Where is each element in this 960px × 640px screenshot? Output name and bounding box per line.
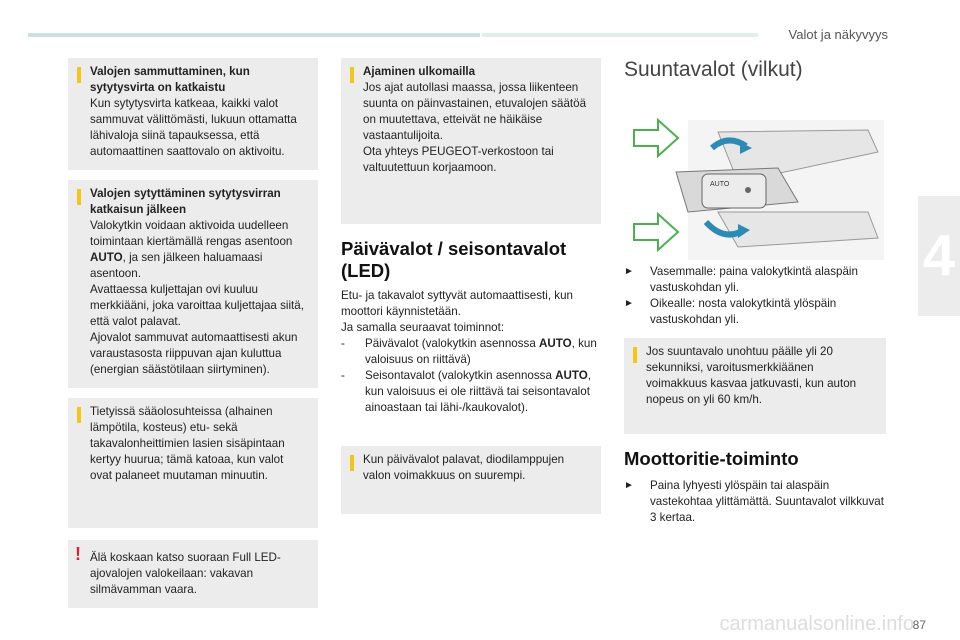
drl-intro: Etu- ja takavalot syttyvät automaattisesti, kun moottori käynnistetään. <box>341 289 573 318</box>
warning-icon: ! <box>75 544 81 564</box>
warning-box-led <box>68 540 318 608</box>
header-rule <box>28 33 480 37</box>
note-title: Valojen sammuttaminen, kun sytytysvirta on katkaistu <box>90 65 250 94</box>
auto-label: AUTO <box>555 369 588 382</box>
note-body: Jos ajat autollasi maassa, jossa liikenteen suunta on päinvastainen, etuvalojen säätöä on muutettava, etteivät ne häikäise vastaantulijoita. <box>363 81 587 142</box>
list-item: ► Paina lyhyesti ylöspäin tai alaspäin vastekohtaa ylittämättä. Suuntavalot vilkkuvat 3 kertaa. <box>624 479 884 524</box>
dash-bullet: - <box>341 369 345 382</box>
note-marker <box>350 455 354 471</box>
stalk-illustration <box>628 112 888 262</box>
indicator-list <box>624 264 886 328</box>
page-number: 87 <box>912 618 926 632</box>
note-box-indicator-warning <box>624 338 886 434</box>
list-item: ► Oikealle: nosta valokytkintä ylöspäin vastuskohdan yli. <box>624 297 837 326</box>
auto-label: AUTO <box>90 251 123 264</box>
section-heading-motorway: Moottoritie-toiminto <box>624 448 799 469</box>
dash-bullet: - <box>341 337 345 350</box>
note-body: Valokytkin voidaan aktivoida uudelleen toimintaan kiertämällä rengas asentoon AUTO, ja sen jälkeen haluamaasi asentoon. <box>90 219 293 280</box>
list-item: - Päivävalot (valokytkin asennossa AUTO, kun valoisuus on riittävä) <box>341 337 597 366</box>
note-body: Ajovalot sammuvat automaattisesti akun varaustasosta riippuvan ajan kuluttua (energian säästötilaan siirtyminen). <box>90 331 298 376</box>
note-marker <box>77 407 81 423</box>
note-body: Kun päivävalot palavat, diodilamppujen valon voimakkuus on suurempi. <box>363 453 565 482</box>
arrow-bullet-icon: ► <box>624 480 634 491</box>
section-heading-indicators: Suuntavalot (vilkut) <box>624 58 803 81</box>
note-body: Tietyissä sääolosuhteissa (alhainen lämpötila, kosteus) etu- sekä takavalonheittimien lasien sisäpintaan kertyy huurua; tämä katoaa, kun valot ovat palaneet muutaman minuutin. <box>90 405 285 482</box>
arrow-down-icon <box>634 214 678 250</box>
note-body: Avattaessa kuljettajan ovi kuuluu merkkiääni, joka varoittaa kuljettajaa siitä, että valot palavat. <box>90 283 304 328</box>
header-rule-light <box>482 33 758 37</box>
chapter-title: Valot ja näkyvyys <box>788 27 888 42</box>
note-box-abroad <box>341 58 601 224</box>
note-marker <box>77 189 81 205</box>
section-heading-drl: Päivävalot / seisontavalot (LED) <box>341 238 567 281</box>
note-body: Ota yhteys PEUGEOT-verkostoon tai valtuutettuun korjaamoon. <box>363 145 554 174</box>
note-title: Valojen sytyttäminen sytytysvirran katkaisun jälkeen <box>90 187 281 216</box>
stalk-icon <box>676 120 884 260</box>
note-box-condensation <box>68 398 318 528</box>
note-marker <box>633 347 637 363</box>
arrow-bullet-icon: ► <box>624 298 634 309</box>
note-box-drl <box>341 446 601 514</box>
drl-intro2: Ja samalla seuraavat toiminnot: <box>341 321 505 334</box>
warning-body: Älä koskaan katso suoraan Full LED-ajovalojen valokeilaan: vakavan silmävamman vaara. <box>90 551 281 596</box>
note-title: Ajaminen ulkomailla <box>363 65 476 78</box>
list-item: - Seisontavalot (valokytkin asennossa AUTO, kun valoisuus ei ole riittävä tai seisontavalot ainoastaan tai lähi-/kaukovalot). <box>341 369 591 414</box>
note-box-lights-off <box>68 58 318 170</box>
note-box-lights-on <box>68 180 318 388</box>
arrow-bullet-icon: ► <box>624 266 634 277</box>
drl-text <box>341 288 603 416</box>
auto-label: AUTO <box>710 181 730 188</box>
note-marker <box>77 67 81 83</box>
note-body: Jos suuntavalo unohtuu päälle yli 20 sekunniksi, varoitusmerkkiäänen voimakkuus kasvaa jatkuvasti, kun auton nopeus on yli 60 km/h. <box>646 345 857 406</box>
list-item: ► Vasemmalle: paina valokytkintä alaspäin vastuskohdan yli. <box>624 265 858 294</box>
note-marker <box>350 67 354 83</box>
note-body: Kun sytytysvirta katkeaa, kaikki valot sammuvat välittömästi, lukuun ottamatta lähivaloja siinä tapauksessa, että automaattinen saattovalo on aktivoitu. <box>90 97 297 158</box>
watermark: carmanualsonline.info <box>719 613 914 635</box>
auto-label: AUTO <box>539 337 572 350</box>
arrow-up-icon <box>634 120 678 156</box>
chapter-number: 4 <box>922 223 956 288</box>
motorway-list <box>624 478 886 526</box>
